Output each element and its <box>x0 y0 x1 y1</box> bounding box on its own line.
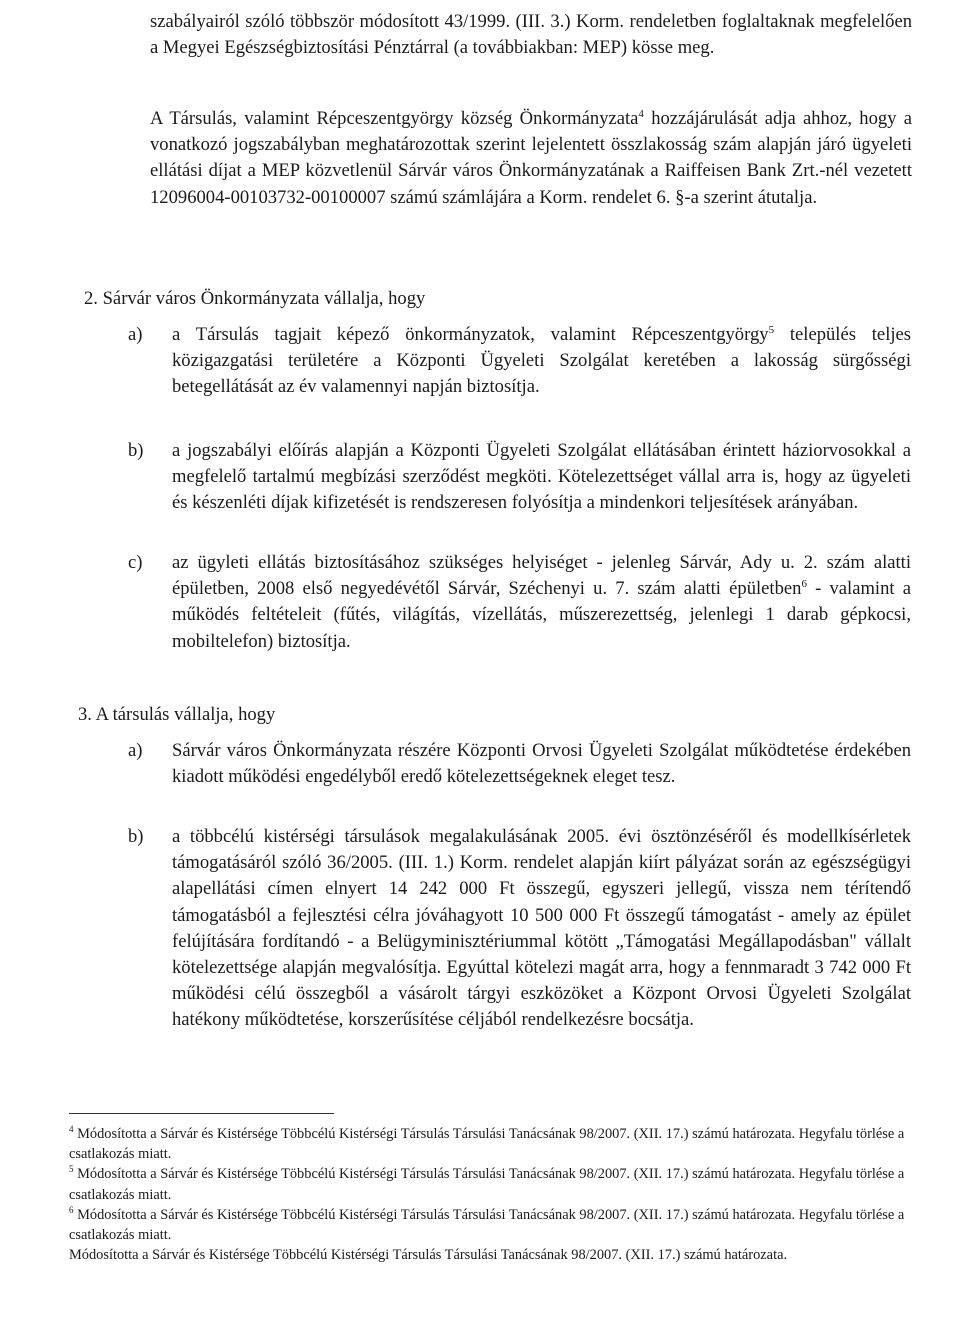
footnote-text: Módosította a Sárvár és Kistérsége Többcélú Kistérségi Társulás Társulási Tanácsának 98/2007. (XII. 17.) számú határozata. <box>69 1247 788 1264</box>
item-label: b) <box>128 440 144 461</box>
section-2-item-a <box>128 322 911 401</box>
footnote-mark: 4 <box>69 1124 74 1135</box>
item-text-start: az ügyleti ellátás biztosításához szükséges helyiséget - jelenleg Sárvár, Ady u. 2. szám alatti épületben, 2008 első negyedévétől Sárvár, Széchenyi u. 7. szám alatti épületben <box>172 552 911 600</box>
section-2-heading: 2. Sárvár város Önkormányzata vállalja, hogy <box>84 288 426 309</box>
intro-continuation: szabályairól szóló többször módosított 43/1999. (III. 3.) Korm. rendeletben foglaltaknak megfelelően a Megyei Egészségbiztosítási Pénztárral (a továbbiakban: MEP) kösse meg. <box>150 11 912 59</box>
item-text: Sárvár város Önkormányzata részére Központi Orvosi Ügyeleti Szolgálat működtetése érdekében kiadott működési engedélyből eredő kötelezettségeknek eleget tesz. <box>172 740 911 788</box>
footnote-mark: 5 <box>69 1164 74 1175</box>
item-text-end: - valamint a működés feltételeit (fűtés, világítás, vízellátás, műszerezettség, jelenlegi 1 darab gépkocsi, mobiltelefon) biztosítja. <box>172 578 911 652</box>
footnote-4 <box>69 1124 909 1164</box>
footnote-text: Módosította a Sárvár és Kistérsége Többcélú Kistérségi Társulás Társulási Tanácsának 98/2007. (XII. 17.) számú határozata. Hegyfalu törlése a csatlakozás miatt. <box>69 1166 905 1203</box>
item-text-start: a Társulás tagjait képező önkormányzatok, valamint Répceszentgyörgy <box>172 324 769 345</box>
item-text <box>172 550 911 655</box>
footnote-unnumbered <box>69 1245 909 1265</box>
section-2-item-c <box>128 550 911 655</box>
section-3-heading: 3. A társulás vállalja, hogy <box>78 704 276 725</box>
item-label: a) <box>128 740 143 761</box>
footnote-ref-4: 4 <box>638 107 644 120</box>
footnote-ref-5: 5 <box>768 323 775 336</box>
item-text-end: település teljes közigazgatási területére a Központi Ügyeleti Szolgálat keretében a lakosság sürgősségi betegellátását az év valamennyi napján biztosítja. <box>172 324 912 398</box>
intro-paragraph-start: A Társulás, valamint Répceszentgyörgy község Önkormányzata <box>150 108 639 129</box>
footnote-mark: 6 <box>69 1205 74 1216</box>
footnotes <box>69 1124 909 1265</box>
section-2-item-b <box>128 438 911 517</box>
footnote-ref-6: 6 <box>801 578 807 591</box>
footnote-text: Módosította a Sárvár és Kistérsége Többcélú Kistérségi Társulás Társulási Tanácsának 98/2007. (XII. 17.) számú határozata. Hegyfalu törlése a csatlakozás miatt. <box>69 1206 905 1244</box>
footnote-6 <box>69 1205 909 1245</box>
item-text: a többcélú kistérségi társulások megalakulásának 2005. évi ösztönzéséről és modellkísérletek támogatásáról szóló 36/2005. (III. 1.) Korm. rendelet alapján kiírt pályázat során az egészségügyi alapellátási címen elnyert 14 242 000 Ft összegű, egyszeri jellegű, vissza nem térítendő támogatásból a fejlesztési célra jóváhagyott 10 500 000 Ft összegű támogatást - amely az épület felújítására fordítandó - a Belügyminisztériummal kötött „Támogatási Megállapodásban" vállalt kötelezettsége alapján megvalósítja. Egyúttal kötelezi magát arra, hogy a fennmaradt 3 742 000 Ft működési célú összegből a vásárolt tárgyi eszközöket a Központ Orvosi Ügyeleti Szolgálat hatékony működtetése, korszerűsítése céljából rendelkezésre bocsátja. <box>172 826 911 1031</box>
footnote-5 <box>69 1164 909 1204</box>
item-text <box>172 322 911 401</box>
intro-paragraph <box>150 106 912 211</box>
item-text: a jogszabályi előírás alapján a Központi Ügyeleti Szolgálat ellátásában érintett háziorvosokkal a megfelelő tartalmú megbízási szerződést megköti. Kötelezettséget vállal arra is, hogy az ügyeleti és készenléti díjak kifizetését is rendszeresen folyósítja a mindenkori teljesítések arányában. <box>172 440 911 514</box>
footnote-text: Módosította a Sárvár és Kistérsége Többcélú Kistérségi Társulás Társulási Tanácsának 98/2007. (XII. 17.) számú határozata. Hegyfalu törlése a csatlakozás miatt. <box>69 1126 905 1163</box>
item-label: a) <box>128 324 143 345</box>
intro-paragraph-rest: hozzájárulását adja ahhoz, hogy a vonatkozó jogszabályban meghatározottak szerint lejelentett összlakosság szám alapján járó ügyeleti ellátási díjat a MEP közvetlenül Sárvár város Önkormányzatának a Raiffeisen Bank Zrt.-nél vezetett 12096004-00103732-00100007 számú számlájára a Korm. rendelet 6. §-a szerint átutalja. <box>150 108 912 208</box>
section-3-item-a <box>128 738 911 790</box>
section-3-item-b <box>128 824 911 1034</box>
footnote-divider <box>69 1113 334 1114</box>
item-label: b) <box>128 826 144 847</box>
item-label: c) <box>128 552 143 573</box>
